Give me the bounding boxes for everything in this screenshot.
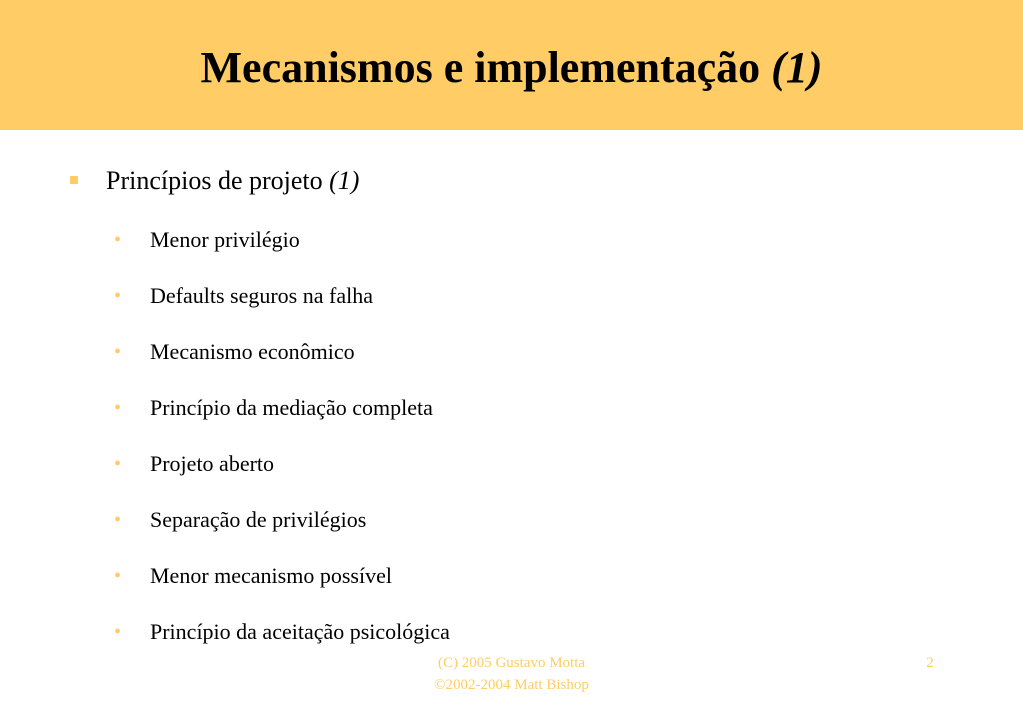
footer-line-2: ©2002-2004 Matt Bishop bbox=[434, 677, 589, 693]
bullet-dot-icon: • bbox=[114, 621, 122, 643]
bullet-dot-icon: • bbox=[114, 397, 122, 419]
list-item-label: Separação de privilégios bbox=[150, 507, 367, 532]
bullet-dot-icon: • bbox=[114, 341, 122, 363]
list-item-label: Menor mecanismo possível bbox=[150, 563, 392, 588]
slide-title-text: Mecanismos e implementação bbox=[200, 43, 761, 92]
list-item-label: Projeto aberto bbox=[150, 451, 275, 476]
list-item-label: Princípio da mediação completa bbox=[150, 395, 433, 420]
bullet-dot-icon: • bbox=[114, 229, 122, 251]
list-item-label: Defaults seguros na falha bbox=[150, 283, 373, 308]
title-band bbox=[0, 0, 1023, 130]
list-item-label: Mecanismo econômico bbox=[150, 339, 355, 364]
slide-title-suffix: (1) bbox=[771, 43, 823, 92]
bullet-dot-icon: • bbox=[114, 285, 122, 307]
page-number: 2 bbox=[926, 655, 934, 671]
slide-title bbox=[0, 40, 1023, 96]
footer-line-1: (C) 2005 Gustavo Motta bbox=[437, 655, 586, 671]
heading-text: Princípios de projeto bbox=[106, 166, 323, 195]
bullet-dot-icon: • bbox=[114, 453, 122, 475]
bullet-dot-icon: • bbox=[114, 509, 122, 531]
footer-credits bbox=[380, 652, 643, 696]
bullet-dot-icon: • bbox=[114, 565, 122, 587]
list-item-label: Menor privilégio bbox=[150, 227, 300, 252]
heading-suffix: (1) bbox=[329, 166, 360, 195]
square-bullet-icon bbox=[70, 176, 78, 184]
level1-bullet-text bbox=[106, 164, 359, 198]
list-item-label: Princípio da aceitação psicológica bbox=[150, 619, 450, 644]
